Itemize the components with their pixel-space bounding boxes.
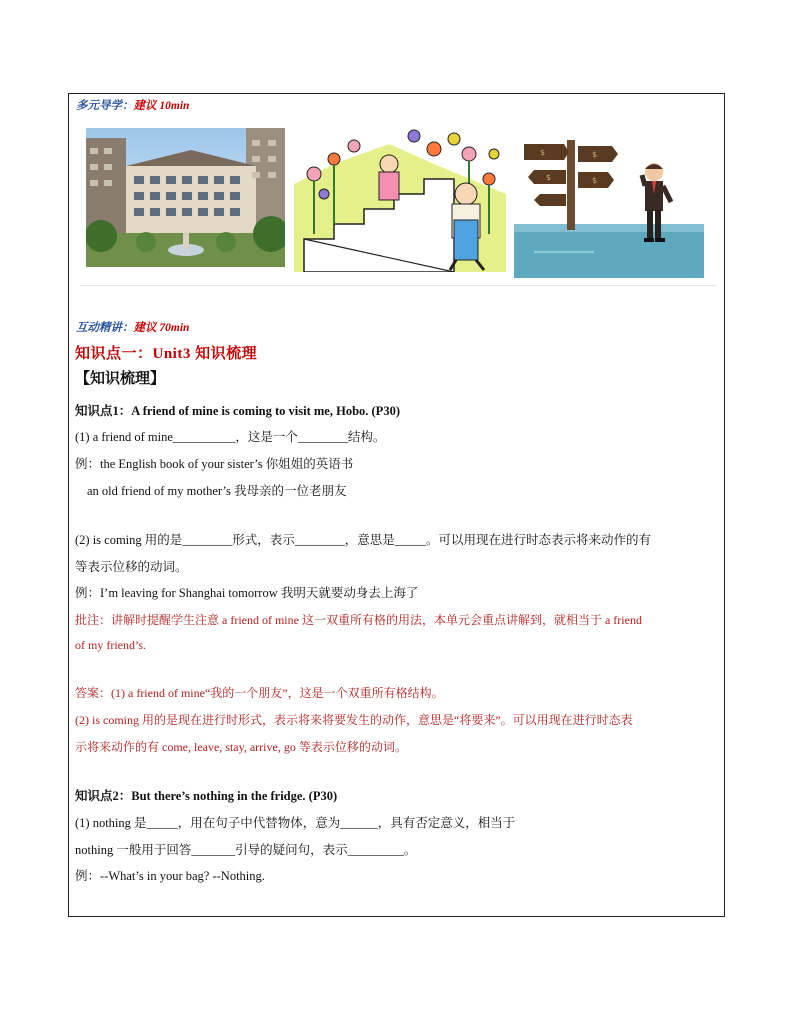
svg-text:$: $: [592, 150, 598, 159]
signpost-image: [514, 132, 704, 278]
svg-text:$: $: [546, 173, 552, 182]
kp1-q2-cont: 等表示位移的动词。: [75, 560, 188, 574]
gardener-cartoon-image: [294, 124, 506, 272]
kp2-example: 例：--What’s in your bag? --Nothing.: [75, 869, 265, 883]
kp1-example2: an old friend of my mother’s 我母亲的一位老朋友: [87, 484, 347, 498]
svg-text:$: $: [540, 148, 546, 157]
annotation-note-cont: of my friend’s.: [75, 638, 146, 652]
kp1-example3: 例：I’m leaving for Shanghai tomorrow 我明天就要动身去上海了: [75, 586, 419, 600]
kp2-q1: (1) nothing 是_____，用在句子中代替物体，意为______，具有否定意义，相当于: [75, 816, 516, 830]
knowledge-summary-heading: 【知识梳理】: [75, 371, 166, 387]
lecture-label: 互动精讲：建议 70min: [76, 322, 190, 334]
divider: [80, 285, 716, 286]
kp1-heading: 知识点1：A friend of mine is coming to visit me, Hobo. (P30): [75, 404, 400, 418]
kp1-q2: (2) is coming 用的是________形式，表示________，意思是_____。可以用现在进行时态表示将来动作的有: [75, 533, 652, 547]
answer-2-cont: 示将来动作的有 come, leave, stay, arrive, go 等表示位移的动词。: [75, 740, 407, 754]
building-image: [86, 128, 285, 267]
guide-label: 多元导学：建议 10min: [76, 100, 190, 112]
kp2-heading: 知识点2：But there’s nothing in the fridge. (P30): [75, 789, 338, 803]
kp1-q1: (1) a friend of mine__________，这是一个________结构。: [75, 430, 386, 444]
answer-2: (2) is coming 用的是现在进行时形式，表示将来将要发生的动作，意思是“将要来”。可以用现在进行时态表: [75, 713, 633, 727]
knowledge-point-title: 知识点一：Unit3 知识梳理: [75, 346, 258, 362]
annotation-note: 批注：讲解时提醒学生注意 a friend of mine 这一双重所有格的用法，本单元会重点讲解到，就相当于 a friend: [75, 613, 642, 627]
answer-1: 答案：(1) a friend of mine“我的一个朋友”，这是一个双重所有格结构。: [75, 686, 444, 700]
kp1-example1: 例：the English book of your sister’s 你姐姐的英语书: [75, 457, 354, 471]
svg-text:$: $: [592, 176, 598, 185]
kp2-q1-cont: nothing 一般用于回答_______引导的疑问句，表示_________。: [75, 843, 417, 857]
